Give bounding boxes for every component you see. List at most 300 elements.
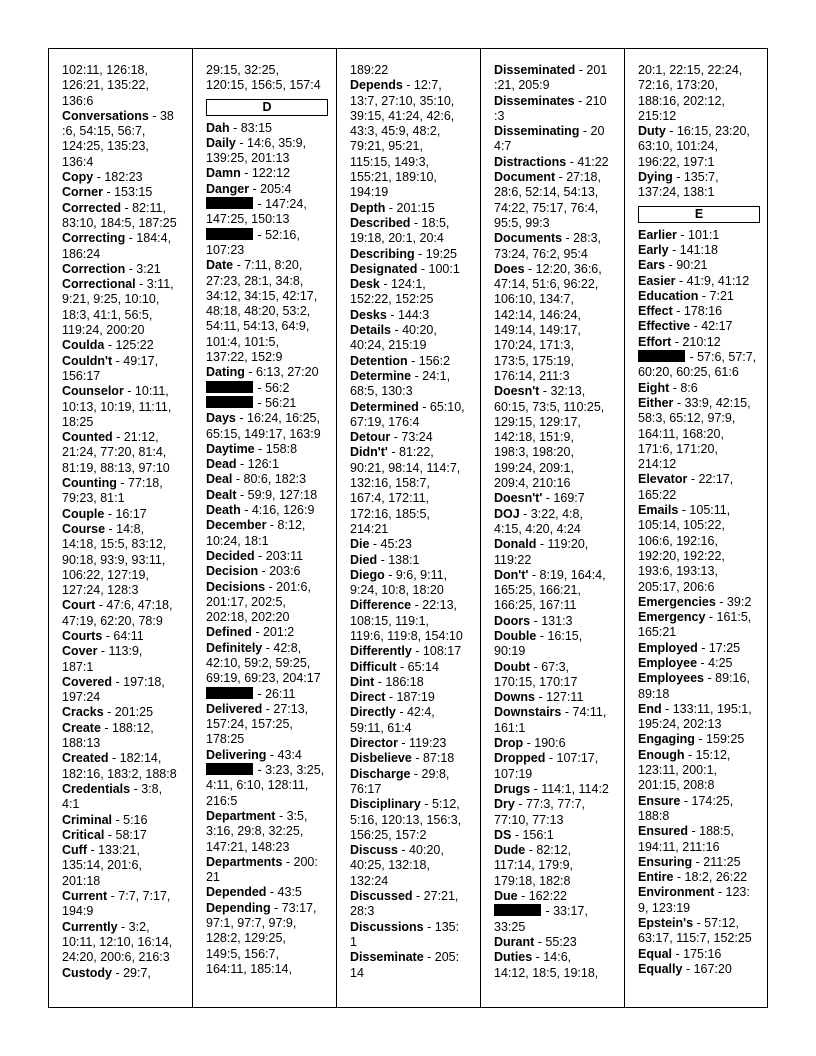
- index-page-refs: 189:22: [350, 63, 389, 77]
- index-term: Corner: [62, 185, 103, 200]
- index-page-refs: 178:25: [206, 732, 245, 747]
- index-entry: [638, 335, 767, 350]
- index-term: Epstein's: [638, 916, 694, 931]
- redaction-block: [206, 763, 253, 775]
- index-page-refs: - 156:2: [407, 353, 451, 368]
- index-page-refs: 152:22, 152:25: [350, 292, 434, 307]
- index-entry: [638, 870, 767, 885]
- index-page-refs: - 107:17,: [545, 751, 599, 766]
- index-page-refs: - 20: [579, 124, 605, 139]
- index-entry: [638, 503, 767, 595]
- index-page-refs: - 22:17,: [687, 472, 734, 487]
- index-page-refs: 89:18: [638, 686, 670, 701]
- index-page-refs: 136:4: [62, 154, 94, 169]
- index-page-refs: - 3:23, 3:25,: [254, 763, 325, 778]
- index-page-refs: 59:11, 61:4: [350, 720, 412, 735]
- index-page-refs: - 205:4: [249, 181, 292, 196]
- index-page-refs: - 17:25: [697, 640, 741, 655]
- index-entry: [206, 396, 336, 411]
- index-entry: [494, 889, 624, 904]
- index-term: Difficult: [350, 659, 397, 674]
- index-page-refs: - 41:22: [566, 154, 609, 169]
- index-entry: [62, 966, 192, 981]
- index-page-refs: 24:20, 200:6, 216:3: [62, 950, 170, 965]
- index-page-refs: - 190:6: [523, 736, 566, 751]
- index-page-refs: - 65:14: [396, 659, 439, 674]
- index-page-refs: 14:12, 18:5, 19:18,: [494, 965, 599, 980]
- index-entry: [62, 109, 192, 170]
- index-entry: [206, 442, 336, 457]
- index-page-refs: - 10:11,: [123, 384, 169, 399]
- index-page-refs: 157:24, 157:25,: [206, 717, 293, 732]
- index-page-refs: 10:13, 10:19, 11:11,: [62, 399, 172, 414]
- index-page-refs: 179:18, 182:8: [494, 873, 571, 888]
- index-page-refs: - 33:9, 42:15,: [673, 395, 751, 410]
- index-term: December: [206, 518, 267, 533]
- index-page-refs: 119:6, 119:8, 154:10: [350, 628, 463, 643]
- index-page-refs: :3: [494, 108, 505, 123]
- index-term: Detour: [350, 430, 391, 445]
- index-page-refs: - 210:12: [671, 334, 721, 349]
- index-page-refs: - 169:7: [542, 491, 585, 506]
- index-page-refs: - 141:18: [668, 242, 718, 257]
- index-page-refs: 214:21: [350, 521, 389, 536]
- index-term: Early: [638, 242, 669, 257]
- index-entry: [638, 794, 767, 825]
- index-term: Does: [494, 261, 525, 276]
- index-page-refs: - 3:8,: [130, 781, 163, 796]
- index-page-refs: - 59:9, 127:18: [236, 487, 318, 502]
- index-entry: [494, 170, 624, 231]
- index-term: Disseminate: [350, 950, 424, 965]
- index-entry: [206, 702, 336, 748]
- index-entry: [638, 258, 767, 273]
- index-page-refs: - 27:18,: [555, 170, 601, 185]
- index-page-refs: 9, 123:19: [638, 900, 691, 915]
- index-term: Differently: [350, 644, 412, 659]
- redaction-block: [206, 381, 253, 393]
- index-term: Downstairs: [494, 705, 562, 720]
- index-page-refs: - 153:15: [102, 185, 153, 200]
- index-page-refs: - 42:8,: [262, 640, 302, 655]
- index-entry: [494, 904, 624, 935]
- index-page-refs: - 201: [575, 63, 608, 77]
- index-term: Documents: [494, 231, 563, 246]
- index-page-refs: 4:15, 4:20, 4:24: [494, 521, 581, 536]
- index-page-refs: - 5:16: [112, 812, 148, 827]
- index-term: Death: [206, 503, 241, 518]
- index-page-refs: - 133:11, 195:1,: [661, 701, 752, 716]
- index-entry: [62, 262, 192, 277]
- index-entry: [494, 751, 624, 782]
- index-term: Doubt: [494, 659, 531, 674]
- index-page-refs: 172:16, 185:5,: [350, 506, 430, 521]
- index-entry: [206, 121, 336, 136]
- index-page-refs: - 28:3,: [562, 231, 601, 246]
- index-entry: [494, 950, 624, 981]
- index-page-refs: 90:21, 98:14, 114:7,: [350, 460, 461, 475]
- index-page-refs: - 126:1: [236, 457, 279, 472]
- index-term: End: [638, 701, 662, 716]
- index-page-refs: - 7:21: [698, 288, 734, 303]
- index-page-refs: - 42:4,: [395, 705, 435, 720]
- index-entry: [350, 843, 480, 889]
- index-entry: [206, 258, 336, 365]
- index-page-refs: - 200:: [282, 854, 318, 869]
- index-entry: [638, 702, 767, 733]
- index-page-refs: 28:3: [350, 904, 375, 919]
- index-page-refs: - 187:19: [385, 690, 435, 705]
- index-page-refs: - 32:13,: [539, 384, 586, 399]
- index-term: Duties: [494, 950, 533, 965]
- index-term: Donald: [494, 537, 537, 552]
- index-page-refs: - 16:15,: [536, 628, 583, 643]
- index-page-refs: - 175:16: [672, 946, 722, 961]
- index-page-refs: 18:25: [62, 414, 94, 429]
- index-entry: [206, 855, 336, 886]
- index-term: Couldn't: [62, 353, 113, 368]
- index-page-refs: 128:2, 129:25,: [206, 931, 286, 946]
- section-letter-header: E: [638, 206, 760, 223]
- index-page-refs: - 3:22, 4:8,: [519, 506, 583, 521]
- index-page-refs: 79:23, 81:1: [62, 491, 125, 506]
- index-page-refs: - 14:6,: [532, 950, 572, 965]
- index-entry: [638, 610, 767, 641]
- index-entry: [206, 228, 336, 259]
- index-page-refs: - 135:7,: [672, 170, 719, 185]
- index-term: Duty: [638, 124, 666, 139]
- index-term: Dry: [494, 797, 515, 812]
- index-page-refs: - 3:5,: [275, 808, 308, 823]
- index-page-refs: - 8:19, 164:4,: [528, 567, 606, 582]
- index-page-refs: - 52:16,: [254, 227, 300, 242]
- index-page-refs: 81:19, 88:13, 97:10: [62, 460, 170, 475]
- index-entry: [638, 472, 767, 503]
- index-page-refs: - 41:9, 41:12: [675, 273, 750, 288]
- index-page-refs: - 182:23: [93, 170, 143, 185]
- index-term: Depended: [206, 885, 267, 900]
- index-entry: [494, 797, 624, 828]
- index-page-refs: 14:18, 15:5, 83:12,: [62, 537, 167, 552]
- index-page-refs: 105:14, 105:22,: [638, 518, 725, 533]
- index-entry: [350, 308, 480, 323]
- index-page-refs: 33:25: [494, 919, 526, 934]
- index-entry: [494, 568, 624, 614]
- index-term: Durant: [494, 934, 535, 949]
- index-term: Easier: [638, 273, 676, 288]
- index-page-refs: - 203:6: [258, 564, 301, 579]
- index-page-refs: - 8:6: [669, 380, 698, 395]
- index-entry: [494, 614, 624, 629]
- index-term: Credentials: [62, 781, 131, 796]
- index-page-refs: - 40:20,: [397, 843, 444, 858]
- index-entry: [494, 63, 624, 94]
- index-page-refs: - 8:12,: [266, 518, 306, 533]
- index-page-refs: - 33:17,: [542, 904, 588, 919]
- index-term: Determined: [350, 399, 419, 414]
- index-page-refs: - 167:20: [682, 961, 732, 976]
- index-page-refs: - 40:20,: [391, 323, 437, 338]
- index-page-refs: - 144:3: [386, 307, 430, 322]
- index-page-refs: - 18:2, 26:22: [673, 870, 748, 885]
- index-page-refs: 198:3, 198:20,: [494, 445, 574, 460]
- index-page-refs: - 124:1,: [379, 277, 426, 292]
- index-page-refs: 161:1: [494, 720, 526, 735]
- index-page-refs: 127:24, 128:3: [62, 583, 139, 598]
- index-page-refs: 18:3, 41:1, 56:5,: [62, 307, 153, 322]
- index-column-5: [624, 49, 767, 1007]
- index-page-refs: 176:14, 211:3: [494, 368, 570, 383]
- index-page-refs: :6, 54:15, 56:7,: [62, 124, 146, 139]
- index-entry: [638, 855, 767, 870]
- index-page-refs: 10:24, 18:1: [206, 533, 269, 548]
- index-page-refs: - 27:13,: [262, 701, 309, 716]
- index-term: Currently: [62, 919, 118, 934]
- index-page-refs: - 186:18: [374, 674, 424, 689]
- index-entry: [494, 155, 624, 170]
- index-entry: [62, 705, 192, 720]
- index-entry: [206, 580, 336, 626]
- index-entry: [638, 732, 767, 747]
- index-term: Course: [62, 521, 106, 536]
- index-page-refs: 106:22, 127:19,: [62, 567, 149, 582]
- index-page-refs: 201:18: [62, 873, 101, 888]
- index-entry: [494, 507, 624, 538]
- index-page-refs: 170:15, 170:17: [494, 674, 578, 689]
- index-page-refs: - 12:7,: [402, 78, 442, 93]
- index-page-refs: 39:15, 41:24, 42:6,: [350, 108, 455, 123]
- index-term: Deal: [206, 472, 233, 487]
- index-page-refs: - 100:1: [417, 261, 460, 276]
- index-page-refs: 216:5: [206, 793, 238, 808]
- index-entry: [62, 507, 192, 522]
- index-term: Effect: [638, 304, 673, 319]
- index-page-refs: - 7:7, 7:17,: [107, 889, 171, 904]
- index-term: Environment: [638, 885, 715, 900]
- index-term: Criminal: [62, 812, 113, 827]
- index-page-refs: 171:6, 171:20,: [638, 441, 718, 456]
- index-page-refs: 139:25, 201:13: [206, 151, 290, 166]
- index-entry: [206, 641, 336, 687]
- redaction-block: [206, 197, 253, 209]
- index-term: Counselor: [62, 384, 124, 399]
- index-term: DS: [494, 827, 512, 842]
- index-page-refs: 47:14, 51:6, 96:22,: [494, 277, 599, 292]
- index-term: Engaging: [638, 732, 695, 747]
- index-term: Detention: [350, 353, 408, 368]
- index-page-refs: 132:24: [350, 873, 389, 888]
- index-page-refs: - 135:: [423, 919, 460, 934]
- index-page-refs: - 5:12,: [420, 797, 460, 812]
- index-page-refs: 136:6: [62, 93, 94, 108]
- index-page-refs: - 77:18,: [116, 476, 163, 491]
- index-page-refs: - 43:4: [266, 747, 302, 762]
- index-term: Courts: [62, 628, 103, 643]
- index-term: Copy: [62, 170, 94, 185]
- index-page-refs: - 201:15: [385, 200, 435, 215]
- index-page-refs: 5:16, 120:13, 156:3,: [350, 812, 462, 827]
- index-page-refs: 135:14, 201:6,: [62, 858, 142, 873]
- section-letter-header: D: [206, 99, 328, 116]
- index-term: Details: [350, 323, 391, 338]
- index-page-refs: 19:18, 20:1, 20:4: [350, 231, 444, 246]
- redaction-block: [206, 687, 253, 699]
- index-page-refs: - 133:21,: [87, 843, 140, 858]
- index-entry: [206, 763, 336, 809]
- index-term: Ensuring: [638, 854, 693, 869]
- index-page-refs: - 156:1: [511, 827, 554, 842]
- index-entry: [638, 63, 767, 124]
- index-page-refs: 106:10, 134:7,: [494, 292, 574, 307]
- index-page-refs: 142:18, 151:9,: [494, 430, 574, 445]
- index-term: Effort: [638, 334, 672, 349]
- index-page-refs: - 12:20, 36:6,: [524, 261, 602, 276]
- index-term: Employees: [638, 671, 705, 686]
- index-term: Couple: [62, 506, 105, 521]
- index-entry: [638, 396, 767, 472]
- index-page-refs: - 65:10,: [418, 399, 465, 414]
- index-page-refs: - 158:8: [254, 441, 298, 456]
- index-page-refs: 3:16, 29:8, 32:25,: [206, 824, 304, 839]
- index-page-refs: 14: [350, 965, 364, 980]
- index-page-refs: - 15:12,: [684, 747, 731, 762]
- index-term: Dah: [206, 120, 230, 135]
- index-page-refs: 4:11, 6:10, 128:11,: [206, 778, 309, 793]
- index-term: Due: [494, 889, 518, 904]
- index-entry: [350, 354, 480, 369]
- index-entry: [494, 384, 624, 491]
- index-page-refs: - 27:21,: [412, 889, 459, 904]
- index-term: Coulda: [62, 338, 105, 353]
- index-entry: [638, 228, 767, 243]
- index-entry: [638, 748, 767, 794]
- index-page-refs: 69:19, 69:23, 204:17: [206, 671, 321, 686]
- index-term: Enough: [638, 747, 685, 762]
- index-entry: [350, 705, 480, 736]
- index-page-refs: 79:21, 95:21,: [350, 139, 423, 154]
- index-entry: [206, 885, 336, 900]
- index-page-refs: 60:15, 73:5, 110:25,: [494, 399, 605, 414]
- index-page-refs: 68:5, 130:3: [350, 384, 413, 399]
- index-page-refs: :21, 205:9: [494, 78, 550, 93]
- index-entry: [494, 828, 624, 843]
- index-page-refs: 188:8: [638, 808, 670, 823]
- index-term: Depending: [206, 900, 271, 915]
- index-entry: [206, 488, 336, 503]
- index-page-refs: 10:11, 12:10, 16:14,: [62, 934, 173, 949]
- index-page-refs: 209:4, 210:16: [494, 476, 571, 491]
- index-entry: [62, 522, 192, 598]
- index-entry: [350, 889, 480, 920]
- index-term: Entire: [638, 870, 674, 885]
- index-page-refs: 214:12: [638, 457, 677, 472]
- index-term: Dude: [494, 843, 526, 858]
- index-page-refs: 167:4, 172:11,: [350, 491, 430, 506]
- index-term: Doesn't': [494, 491, 543, 506]
- index-term: Create: [62, 720, 101, 735]
- index-entry: [638, 824, 767, 855]
- index-page-refs: - 125:22: [104, 338, 154, 353]
- index-page-refs: - 14:8,: [105, 521, 144, 536]
- index-term: Disseminated: [494, 63, 576, 77]
- index-page-refs: 202:18, 202:20: [206, 610, 290, 625]
- index-page-refs: - 188:5,: [688, 824, 734, 839]
- index-page-refs: - 114:1, 114:2: [530, 781, 609, 796]
- index-entry: [62, 170, 192, 185]
- index-page-refs: - 14:6, 35:9,: [235, 135, 307, 150]
- index-term: Definitely: [206, 640, 263, 655]
- index-page-refs: 73:24, 76:2, 95:4: [494, 246, 588, 261]
- index-page-refs: - 67:3,: [530, 659, 570, 674]
- index-entry: [350, 78, 480, 200]
- index-page-refs: 132:16, 158:7,: [350, 476, 430, 491]
- index-page-refs: - 147:24,: [254, 197, 307, 212]
- index-entry: [350, 537, 480, 552]
- index-page-refs: 155:21, 189:10,: [350, 170, 437, 185]
- index-term: Doesn't: [494, 384, 540, 399]
- index-entry: [494, 705, 624, 736]
- index-page-refs: 9:21, 9:25, 10:10,: [62, 292, 160, 307]
- index-page-refs: 27:23, 28:1, 34:8,: [206, 273, 304, 288]
- index-term: Education: [638, 288, 699, 303]
- index-page-refs: 74:22, 75:17, 76:4,: [494, 200, 599, 215]
- index-entry: [350, 445, 480, 537]
- index-entry: [350, 247, 480, 262]
- index-term: Cuff: [62, 843, 87, 858]
- index-term: Either: [638, 395, 674, 410]
- index-entry: [350, 950, 480, 981]
- index-column-4: [480, 49, 624, 1007]
- index-term: Elevator: [638, 472, 688, 487]
- index-page-refs: 34:12, 34:15, 42:17,: [206, 288, 318, 303]
- index-entry: [638, 274, 767, 289]
- index-page-refs: - 211:25: [692, 854, 741, 869]
- index-entry: [62, 675, 192, 706]
- index-page-refs: 197:24: [62, 690, 101, 705]
- index-entry: [206, 166, 336, 181]
- index-page-refs: - 188:12,: [100, 720, 154, 735]
- index-page-refs: - 119:23: [397, 736, 447, 751]
- index-page-refs: - 19:25: [414, 246, 457, 261]
- index-entry: [62, 185, 192, 200]
- index-term: Emails: [638, 503, 679, 518]
- index-entry: [350, 216, 480, 247]
- index-page-refs: 147:21, 148:23: [206, 839, 290, 854]
- index-page-refs: 60:20, 60:25, 61:6: [638, 365, 739, 380]
- index-page-refs: - 73:17,: [270, 900, 317, 915]
- index-page-refs: - 7:11, 8:20,: [233, 258, 303, 273]
- index-term: Desk: [350, 277, 380, 292]
- index-page-refs: - 55:23: [534, 934, 577, 949]
- index-page-refs: - 161:5,: [705, 610, 752, 625]
- index-page-refs: 65:15, 149:17, 163:9: [206, 426, 321, 441]
- index-page-refs: - 56:2: [254, 380, 290, 395]
- index-column-2: [192, 49, 336, 1007]
- index-entry: [206, 411, 336, 442]
- index-page-refs: 201:17, 202:5,: [206, 594, 286, 609]
- index-page-refs: - 18:5,: [410, 215, 450, 230]
- index-entry: [206, 63, 336, 94]
- index-page-refs: - 113:9,: [97, 644, 143, 659]
- index-term: Earlier: [638, 227, 677, 242]
- index-entry: [206, 365, 336, 380]
- index-term: Disseminating: [494, 124, 580, 139]
- index-term: Employee: [638, 655, 698, 670]
- index-page-refs: 48:18, 48:20, 53:2,: [206, 304, 311, 319]
- index-page-refs: - 45:23: [369, 537, 412, 552]
- index-page-refs: - 47:6, 47:18,: [95, 598, 173, 613]
- index-page-refs: 40:25, 132:18,: [350, 858, 430, 873]
